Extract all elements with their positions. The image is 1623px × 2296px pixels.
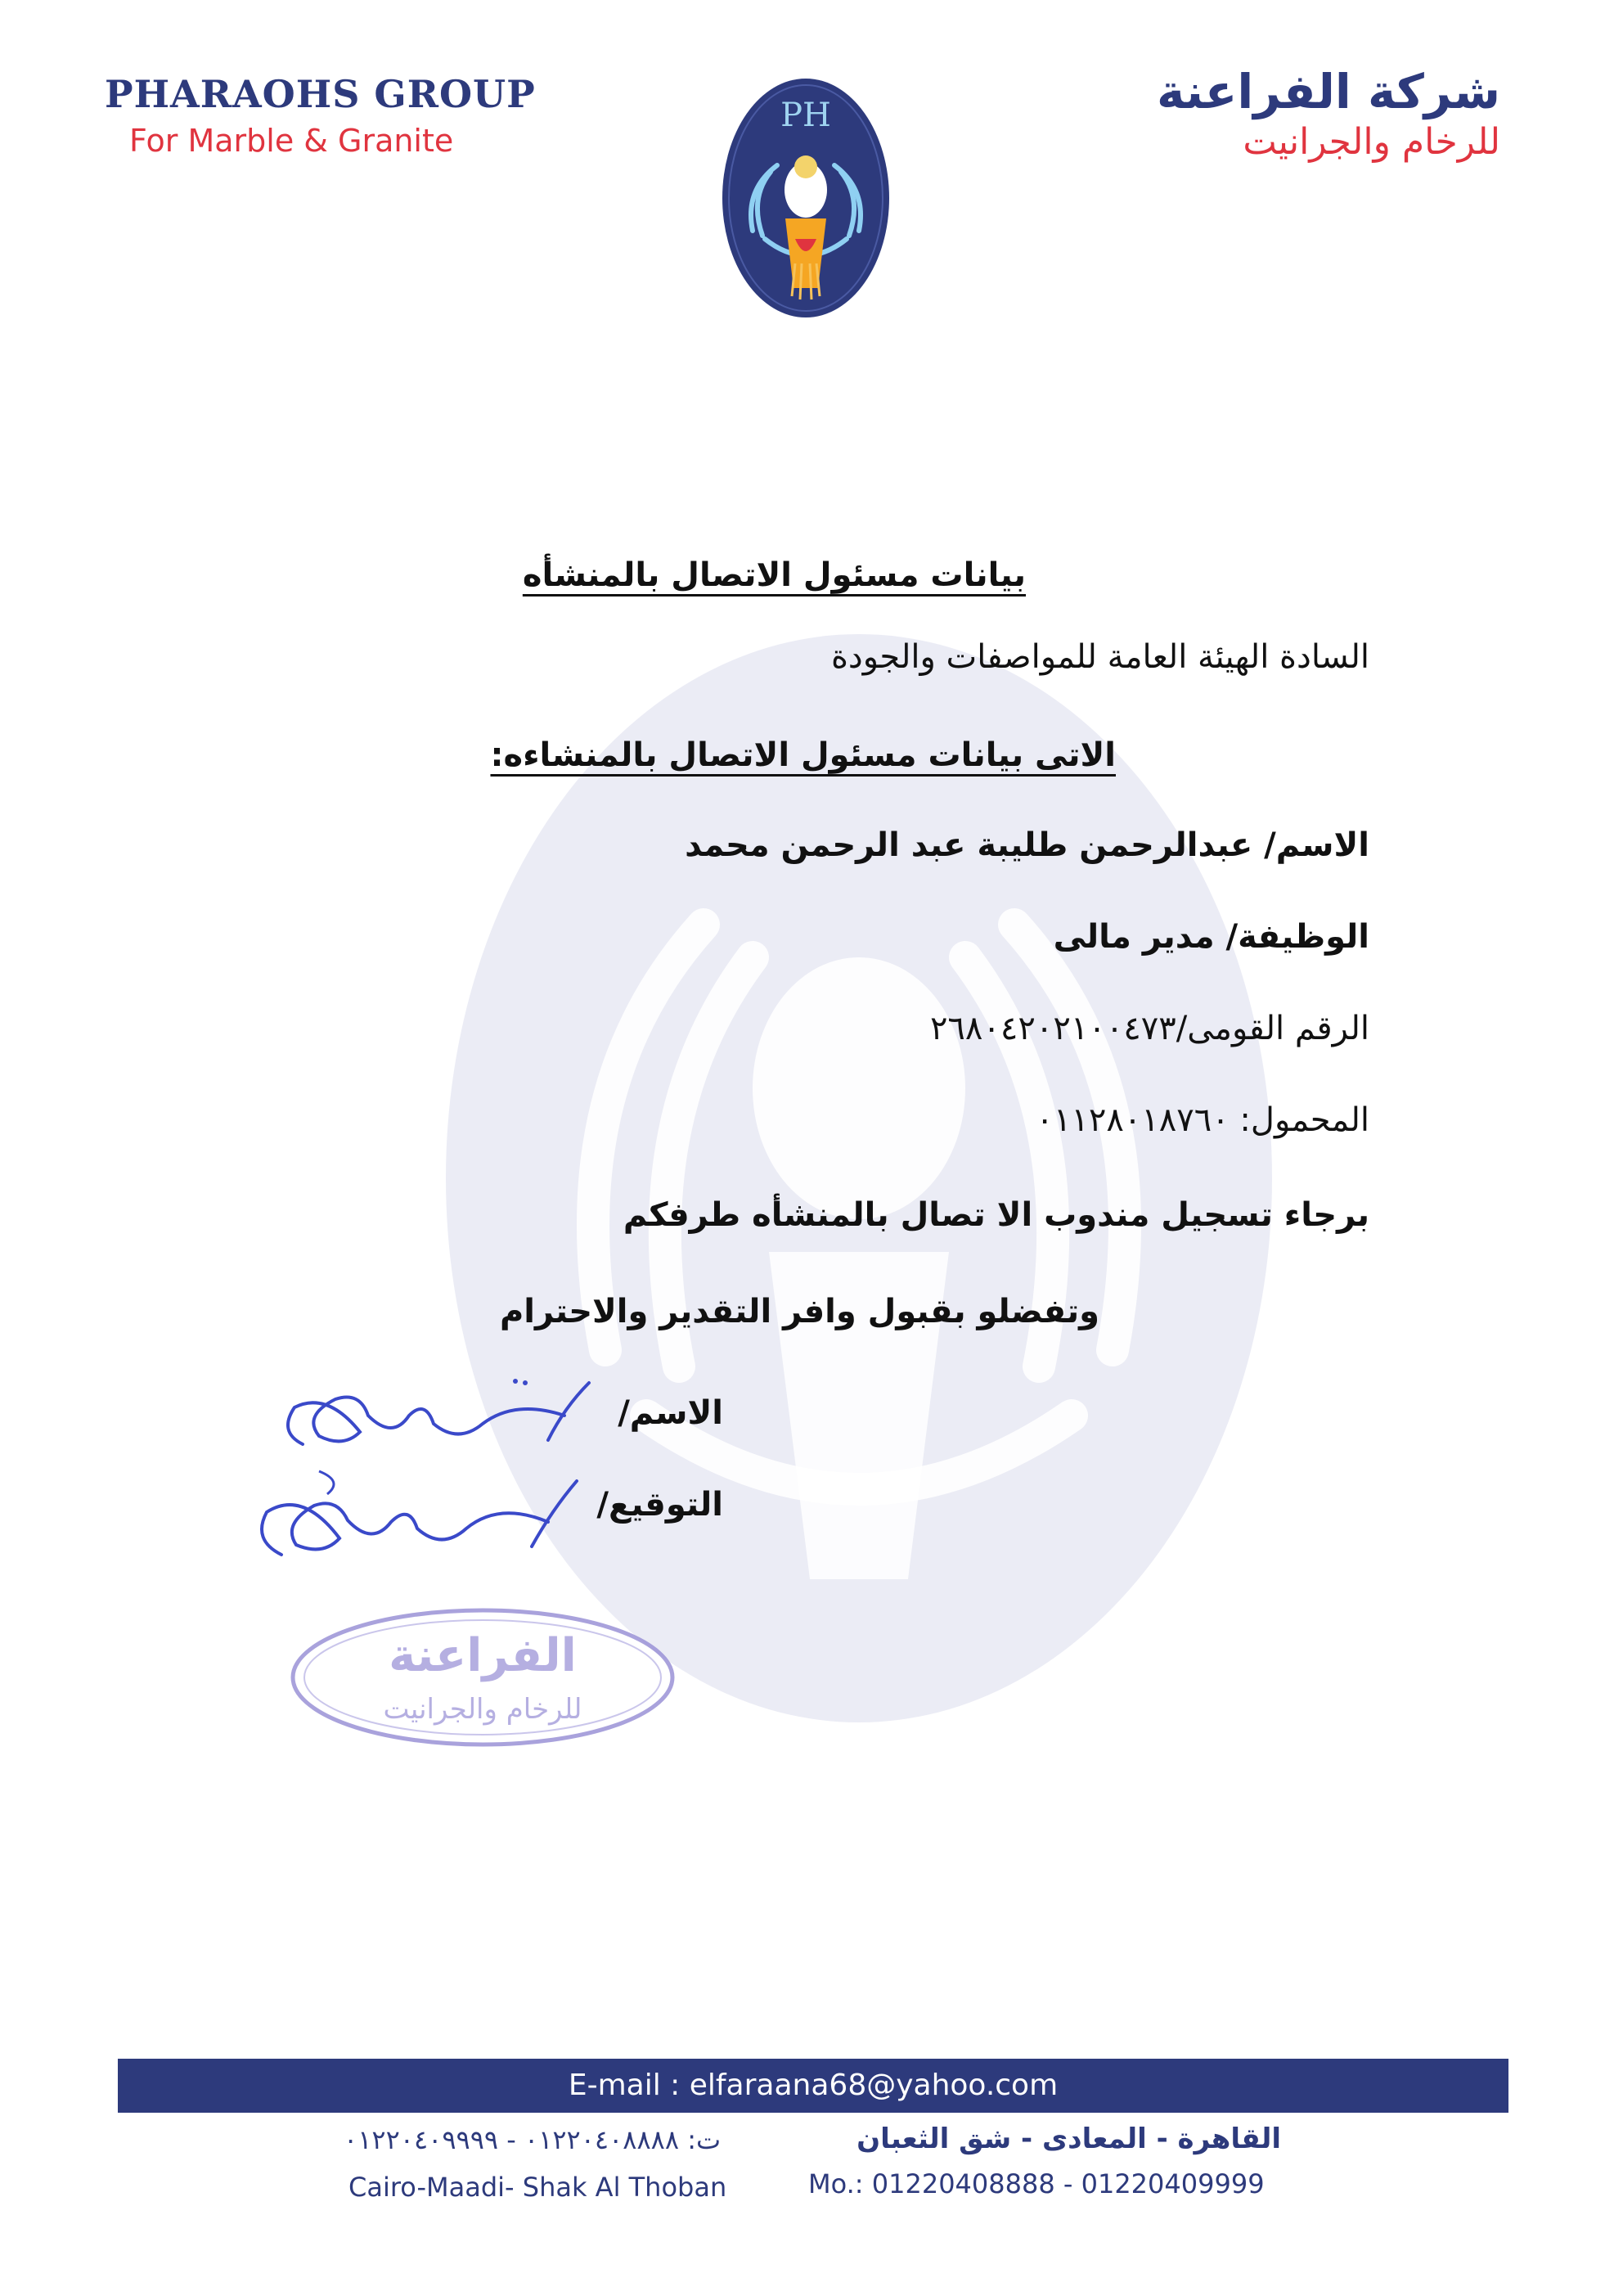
brand-arabic bbox=[1157, 64, 1500, 163]
company-stamp-icon bbox=[286, 1604, 679, 1751]
contact-mobile: المحمول: ٠١١٢٨٠١٨٧٦٠ bbox=[1036, 1101, 1369, 1139]
signoff-signature-label: التوقيع/ bbox=[596, 1486, 723, 1524]
contact-job-title: الوظيفة/ مدير مالى bbox=[1053, 918, 1369, 956]
footer-address-ar: القاهرة - المعادى - شق الثعبان bbox=[856, 2123, 1281, 2155]
stamp-line2: للرخام والجرانيت bbox=[383, 1693, 582, 1726]
letter-recipient: السادة الهيئة العامة للمواصفات والجودة bbox=[830, 638, 1369, 676]
handwritten-name-icon bbox=[270, 1366, 597, 1456]
company-name-en: PHARAOHS GROUP bbox=[105, 72, 536, 116]
letter-request: برجاء تسجيل مندوب الا تصال بالمنشأه طرفكم bbox=[623, 1196, 1369, 1234]
letter-title: بيانات مسئول الاتصال بالمنشأه bbox=[522, 556, 1026, 594]
letter-intro: الاتى بيانات مسئول الاتصال بالمنشاءه: bbox=[490, 736, 1116, 774]
letter-closing: وتفضلو بقبول وافر التقدير والاحترام bbox=[499, 1293, 1099, 1330]
company-tagline-ar: للرخام والجرانيت bbox=[1243, 121, 1500, 163]
stamp-line1: الفراعنة bbox=[389, 1629, 577, 1682]
footer-email-bar bbox=[118, 2059, 1508, 2113]
company-name-ar: شركة الفراعنة bbox=[1156, 64, 1500, 119]
svg-text:PH: PH bbox=[780, 97, 831, 134]
handwritten-signature-icon bbox=[245, 1465, 589, 1571]
footer-email[interactable]: E-mail : elfaraana68@yahoo.com bbox=[568, 2069, 1059, 2102]
footer-phone-ar: ت: ٠١٢٢٠٤٠٨٨٨٨ - ٠١٢٢٠٤٠٩٩٩٩ bbox=[344, 2124, 722, 2155]
company-logo-icon bbox=[720, 75, 892, 321]
brand-english bbox=[105, 72, 536, 159]
company-tagline-en: For Marble & Granite bbox=[129, 123, 454, 159]
signoff-name-label: الاسم/ bbox=[618, 1394, 723, 1432]
footer-phone-en: Mo.: 01220408888 - 01220409999 bbox=[808, 2168, 1265, 2199]
footer-address-en: Cairo-Maadi- Shak Al Thoban bbox=[348, 2172, 727, 2203]
contact-national-id: الرقم القومى/٢٦٨٠٤٢٠٢١٠٠٤٧٣ bbox=[929, 1010, 1369, 1047]
contact-name: الاسم/ عبدالرحمن طليبة عبد الرحمن محمد bbox=[685, 826, 1369, 864]
